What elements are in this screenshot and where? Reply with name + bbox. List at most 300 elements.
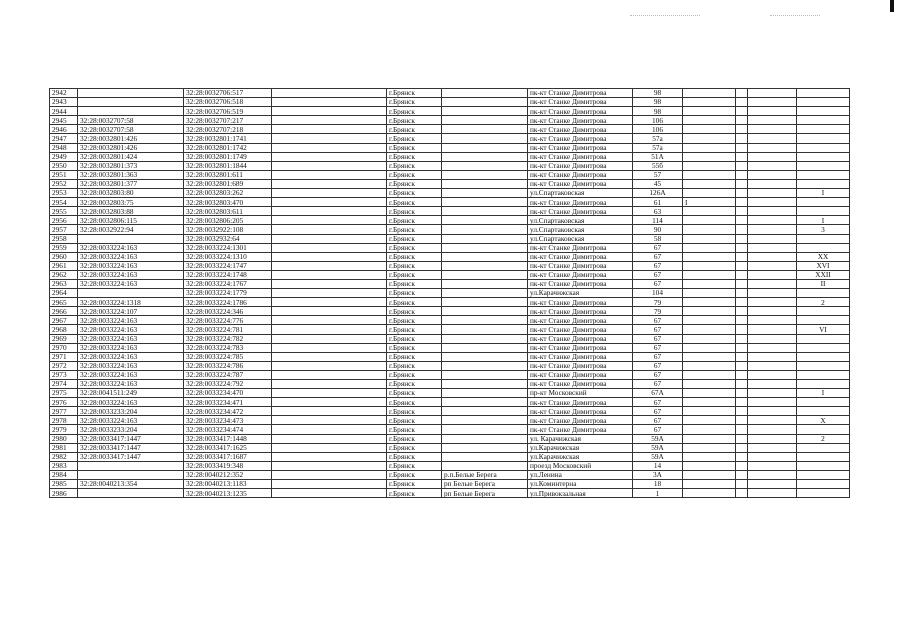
cell-room-number (797, 407, 850, 416)
cell-settlement (442, 179, 528, 188)
cell-land-cadastral-number (78, 89, 184, 98)
cell-land-cadastral-number: 32:28:0033417:1447 (78, 443, 184, 452)
table-row (50, 243, 850, 252)
cell-room-number (797, 207, 850, 216)
cell-empty-column (272, 316, 387, 325)
cell-row-number: 2976 (50, 398, 78, 407)
cell-land-cadastral-number: 32:28:0033224:163 (78, 370, 184, 379)
table-row (50, 143, 850, 152)
cell-street: пк-кт Станке Димитрова (528, 89, 633, 98)
cell-empty-column (748, 134, 797, 143)
table-row (50, 107, 850, 116)
cell-land-cadastral-number: 32:28:0033233:204 (78, 407, 184, 416)
cell-object-cadastral-number: 32:28:0032801:611 (184, 170, 272, 179)
cell-row-number: 2985 (50, 480, 78, 489)
table-row (50, 361, 850, 370)
cell-city: г.Брянск (387, 334, 442, 343)
cell-empty-column (748, 234, 797, 243)
cell-street: пк-кт Станке Димитрова (528, 134, 633, 143)
cell-land-cadastral-number: 32:28:0041511:249 (78, 389, 184, 398)
table-row (50, 398, 850, 407)
cell-street: пк-кт Станке Димитрова (528, 398, 633, 407)
cell-street: пк-кт Станке Димитрова (528, 316, 633, 325)
cell-row-number: 2972 (50, 361, 78, 370)
table-row (50, 407, 850, 416)
cell-city: г.Брянск (387, 289, 442, 298)
table-row (50, 116, 850, 125)
cell-room-number (797, 398, 850, 407)
cell-mark (736, 98, 748, 107)
cell-house-number: 63 (633, 207, 683, 216)
scan-noise-dots (770, 15, 820, 17)
table-row (50, 125, 850, 134)
cell-street: ул.Карачижская (528, 452, 633, 461)
cell-street: пк-кт Станке Димитрова (528, 307, 633, 316)
cell-street: пр-кт Московский (528, 389, 633, 398)
cell-settlement (442, 189, 528, 198)
cell-settlement (442, 307, 528, 316)
cell-row-number: 2970 (50, 343, 78, 352)
cell-row-number: 2959 (50, 243, 78, 252)
cell-street: ул.Привокзальная (528, 489, 633, 498)
cell-city: г.Брянск (387, 189, 442, 198)
cell-house-number: 67 (633, 334, 683, 343)
cell-mark (736, 298, 748, 307)
cell-land-cadastral-number (78, 289, 184, 298)
cell-row-number: 2975 (50, 389, 78, 398)
cell-row-number: 2950 (50, 161, 78, 170)
cell-city: г.Брянск (387, 116, 442, 125)
cell-city: г.Брянск (387, 352, 442, 361)
cell-mark (736, 116, 748, 125)
cell-object-cadastral-number: 32:28:0033224:783 (184, 343, 272, 352)
cell-empty-column (272, 234, 387, 243)
cell-settlement: рп Белые Берега (442, 480, 528, 489)
cell-land-cadastral-number: 32:28:0032801:424 (78, 152, 184, 161)
cell-settlement (442, 370, 528, 379)
cell-house-number: 67 (633, 380, 683, 389)
cell-room-number (797, 234, 850, 243)
cell-street: пк-кт Станке Димитрова (528, 198, 633, 207)
cell-land-cadastral-number: 32:28:0033224:1318 (78, 298, 184, 307)
cell-house-number: 45 (633, 179, 683, 188)
cell-city: г.Брянск (387, 98, 442, 107)
cell-land-cadastral-number: 32:28:0033224:163 (78, 243, 184, 252)
cell-object-cadastral-number: 32:28:0032803:262 (184, 189, 272, 198)
cell-row-number: 2984 (50, 470, 78, 479)
cell-empty-column (683, 470, 736, 479)
table-row (50, 89, 850, 98)
cell-empty-column (272, 489, 387, 498)
cell-empty-column (683, 107, 736, 116)
cell-room-number (797, 480, 850, 489)
table-row (50, 298, 850, 307)
cell-empty-column (683, 443, 736, 452)
cell-street: ул.Спартаковская (528, 216, 633, 225)
cell-city: г.Брянск (387, 434, 442, 443)
cell-object-cadastral-number: 32:28:0033224:1779 (184, 289, 272, 298)
cell-settlement (442, 343, 528, 352)
cell-land-cadastral-number (78, 489, 184, 498)
cell-mark (736, 470, 748, 479)
cell-city: г.Брянск (387, 161, 442, 170)
cell-object-cadastral-number: 32:28:0032707:218 (184, 125, 272, 134)
cell-empty-column (683, 489, 736, 498)
cell-street: пк-кт Станке Димитрова (528, 361, 633, 370)
cell-object-cadastral-number: 32:28:0032801:1742 (184, 143, 272, 152)
cell-empty-column (272, 452, 387, 461)
cell-empty-column (272, 334, 387, 343)
cell-house-number: 67А (633, 389, 683, 398)
cell-house-number: 59А (633, 443, 683, 452)
cell-house-number: 67 (633, 425, 683, 434)
cell-settlement (442, 334, 528, 343)
cell-land-cadastral-number (78, 461, 184, 470)
cell-row-number: 2955 (50, 207, 78, 216)
cell-empty-column (683, 243, 736, 252)
cell-room-number (797, 307, 850, 316)
cell-settlement (442, 325, 528, 334)
cell-empty-column (748, 270, 797, 279)
table-row (50, 152, 850, 161)
cell-settlement (442, 352, 528, 361)
cell-house-number: 126А (633, 189, 683, 198)
cell-city: г.Брянск (387, 480, 442, 489)
cell-room-number: X (797, 416, 850, 425)
cell-land-cadastral-number: 32:28:0032801:377 (78, 179, 184, 188)
cell-settlement (442, 134, 528, 143)
cell-mark (736, 316, 748, 325)
cell-mark (736, 380, 748, 389)
cell-house-number: 1 (633, 489, 683, 498)
cell-street: пк-кт Станке Димитрова (528, 334, 633, 343)
cell-empty-column (683, 270, 736, 279)
cell-land-cadastral-number: 32:28:0033224:107 (78, 307, 184, 316)
cell-settlement (442, 161, 528, 170)
cell-empty-column (272, 261, 387, 270)
cell-empty-column (272, 389, 387, 398)
cell-row-number: 2978 (50, 416, 78, 425)
cell-row-number: 2977 (50, 407, 78, 416)
cell-mark (736, 207, 748, 216)
cell-empty-column (683, 234, 736, 243)
cell-empty-column (748, 125, 797, 134)
table-row (50, 343, 850, 352)
cell-empty-column (748, 461, 797, 470)
cell-settlement (442, 170, 528, 179)
cell-city: г.Брянск (387, 380, 442, 389)
cell-empty-column (272, 116, 387, 125)
cell-empty-column (272, 425, 387, 434)
cell-room-number (797, 125, 850, 134)
cell-settlement (442, 243, 528, 252)
cell-land-cadastral-number: 32:28:0033224:163 (78, 380, 184, 389)
cell-house-number: 67 (633, 316, 683, 325)
cell-settlement (442, 98, 528, 107)
cell-land-cadastral-number: 32:28:0033224:163 (78, 416, 184, 425)
cell-room-number: I (797, 189, 850, 198)
cell-empty-column (683, 207, 736, 216)
cell-row-number: 2951 (50, 170, 78, 179)
cell-street: пк-кт Станке Димитрова (528, 243, 633, 252)
table-row (50, 443, 850, 452)
cell-mark (736, 261, 748, 270)
cell-empty-column (748, 316, 797, 325)
cell-house-number: 67 (633, 352, 683, 361)
cell-empty-column (748, 98, 797, 107)
cell-row-number: 2967 (50, 316, 78, 325)
cell-empty-column (272, 279, 387, 288)
cell-house-number: 58 (633, 234, 683, 243)
cell-house-number: 61 (633, 198, 683, 207)
cell-street: пк-кт Станке Димитрова (528, 416, 633, 425)
cell-settlement (442, 298, 528, 307)
cell-mark (736, 489, 748, 498)
cell-settlement (442, 407, 528, 416)
cell-land-cadastral-number: 32:28:0032801:426 (78, 134, 184, 143)
cell-empty-column (748, 452, 797, 461)
cell-room-number (797, 470, 850, 479)
cell-house-number: 59А (633, 434, 683, 443)
cell-mark (736, 461, 748, 470)
cell-land-cadastral-number: 32:28:0033224:163 (78, 352, 184, 361)
cell-house-number: 90 (633, 225, 683, 234)
cell-empty-column (748, 343, 797, 352)
cell-settlement (442, 216, 528, 225)
cell-mark (736, 89, 748, 98)
cell-empty-column (748, 307, 797, 316)
table-row (50, 134, 850, 143)
cell-empty-column (683, 389, 736, 398)
cell-empty-column (683, 143, 736, 152)
cell-settlement (442, 207, 528, 216)
table-row (50, 170, 850, 179)
cell-object-cadastral-number: 32:28:0032922:108 (184, 225, 272, 234)
register-table-body (50, 89, 850, 498)
cell-settlement (442, 289, 528, 298)
cell-city: г.Брянск (387, 298, 442, 307)
cell-house-number: 79 (633, 307, 683, 316)
cell-row-number: 2957 (50, 225, 78, 234)
cell-mark (736, 143, 748, 152)
cell-city: г.Брянск (387, 261, 442, 270)
cell-empty-column (272, 407, 387, 416)
cell-empty-column (683, 298, 736, 307)
cell-empty-column (683, 325, 736, 334)
cell-city: г.Брянск (387, 107, 442, 116)
cell-house-number: 57а (633, 143, 683, 152)
cell-room-number (797, 134, 850, 143)
cell-mark (736, 279, 748, 288)
cell-empty-column (748, 443, 797, 452)
cell-object-cadastral-number: 32:28:0033224:1748 (184, 270, 272, 279)
cell-mark (736, 352, 748, 361)
table-row (50, 325, 850, 334)
cell-empty-column (272, 380, 387, 389)
cell-street: пк-кт Станке Димитрова (528, 170, 633, 179)
cell-object-cadastral-number: 32:28:0033224:785 (184, 352, 272, 361)
cell-settlement (442, 252, 528, 261)
cell-empty-column (748, 434, 797, 443)
cell-room-number (797, 170, 850, 179)
table-row (50, 425, 850, 434)
cell-empty-column (748, 198, 797, 207)
cell-mark (736, 416, 748, 425)
cell-land-cadastral-number: 32:28:0033224:163 (78, 398, 184, 407)
cell-street: пк-кт Станке Димитрова (528, 98, 633, 107)
cell-row-number: 2945 (50, 116, 78, 125)
cell-street: пк-кт Станке Димитрова (528, 325, 633, 334)
cell-empty-column (683, 434, 736, 443)
cell-settlement (442, 279, 528, 288)
cell-room-number (797, 289, 850, 298)
cell-city: г.Брянск (387, 361, 442, 370)
cell-city: г.Брянск (387, 389, 442, 398)
cell-street: пк-кт Станке Димитрова (528, 298, 633, 307)
cell-city: г.Брянск (387, 143, 442, 152)
cell-object-cadastral-number: 32:28:0033224:1301 (184, 243, 272, 252)
cell-street: пк-кт Станке Димитрова (528, 179, 633, 188)
cell-row-number: 2973 (50, 370, 78, 379)
cell-empty-column (272, 161, 387, 170)
cell-row-number: 2947 (50, 134, 78, 143)
cell-house-number: 98 (633, 89, 683, 98)
cell-settlement (442, 425, 528, 434)
cell-mark (736, 252, 748, 261)
cell-empty-column (748, 279, 797, 288)
cell-empty-column (748, 261, 797, 270)
cell-empty-column (748, 361, 797, 370)
cell-object-cadastral-number: 32:28:0033234:474 (184, 425, 272, 434)
cell-empty-column (748, 179, 797, 188)
cell-street: пк-кт Станке Димитрова (528, 116, 633, 125)
cell-city: г.Брянск (387, 125, 442, 134)
cell-land-cadastral-number (78, 234, 184, 243)
cell-empty-column (272, 470, 387, 479)
cell-empty-column (272, 270, 387, 279)
cell-row-number: 2980 (50, 434, 78, 443)
cell-empty-column (272, 298, 387, 307)
cell-empty-column (683, 316, 736, 325)
cell-street: пк-кт Станке Димитрова (528, 107, 633, 116)
cell-land-cadastral-number: 32:28:0033224:163 (78, 261, 184, 270)
cell-empty-column (272, 352, 387, 361)
cell-room-number (797, 334, 850, 343)
cell-room-number (797, 461, 850, 470)
cell-object-cadastral-number: 32:28:0033224:786 (184, 361, 272, 370)
cell-empty-column (272, 252, 387, 261)
cell-mark (736, 161, 748, 170)
cell-empty-column (683, 225, 736, 234)
table-row (50, 461, 850, 470)
cell-row-number: 2958 (50, 234, 78, 243)
cell-settlement: рп Белые Берега (442, 489, 528, 498)
cell-house-number: 79 (633, 298, 683, 307)
table-row (50, 161, 850, 170)
cell-object-cadastral-number: 32:28:0033224:1767 (184, 279, 272, 288)
cell-empty-column (748, 407, 797, 416)
cell-house-number: 98 (633, 98, 683, 107)
cell-object-cadastral-number: 32:28:0040213:1183 (184, 480, 272, 489)
cell-empty-column (683, 289, 736, 298)
cell-land-cadastral-number: 32:28:0033224:163 (78, 343, 184, 352)
cell-mark (736, 443, 748, 452)
cell-empty-column (272, 370, 387, 379)
cell-street: ул.Спартаковская (528, 189, 633, 198)
cell-settlement (442, 270, 528, 279)
cell-room-number (797, 361, 850, 370)
cell-empty-column (748, 480, 797, 489)
cell-room-number: I (797, 216, 850, 225)
cell-city: г.Брянск (387, 234, 442, 243)
cell-room-number (797, 370, 850, 379)
cell-settlement (442, 443, 528, 452)
cell-empty-column (683, 252, 736, 261)
cell-room-number (797, 380, 850, 389)
cell-city: г.Брянск (387, 407, 442, 416)
cell-settlement (442, 452, 528, 461)
table-row (50, 207, 850, 216)
cell-row-number: 2971 (50, 352, 78, 361)
cell-settlement (442, 434, 528, 443)
cell-settlement (442, 116, 528, 125)
cell-object-cadastral-number: 32:28:0032707:217 (184, 116, 272, 125)
cell-settlement (442, 416, 528, 425)
cell-land-cadastral-number: 32:28:0032801:373 (78, 161, 184, 170)
cell-empty-column (683, 179, 736, 188)
cell-empty-column (272, 398, 387, 407)
cell-empty-column (748, 380, 797, 389)
cell-empty-column (683, 380, 736, 389)
cell-empty-column (272, 125, 387, 134)
cell-empty-column (683, 216, 736, 225)
cell-empty-column (748, 116, 797, 125)
cell-empty-column (748, 252, 797, 261)
cell-land-cadastral-number: 32:28:0032803:88 (78, 207, 184, 216)
cell-house-number: 67 (633, 252, 683, 261)
cell-house-number: 67 (633, 343, 683, 352)
cell-land-cadastral-number: 32:28:0032803:75 (78, 198, 184, 207)
cell-empty-column (683, 343, 736, 352)
cell-mark (736, 434, 748, 443)
cell-empty-column: I (683, 198, 736, 207)
cell-empty-column (272, 416, 387, 425)
cell-object-cadastral-number: 32:28:0033224:346 (184, 307, 272, 316)
cell-land-cadastral-number: 32:28:0032707:58 (78, 116, 184, 125)
cell-row-number: 2963 (50, 279, 78, 288)
cell-row-number: 2952 (50, 179, 78, 188)
cell-empty-column (272, 361, 387, 370)
cell-land-cadastral-number: 32:28:0033417:1447 (78, 452, 184, 461)
cell-mark (736, 134, 748, 143)
cell-city: г.Брянск (387, 134, 442, 143)
cell-room-number (797, 198, 850, 207)
cell-street: пк-кт Станке Димитрова (528, 270, 633, 279)
cell-empty-column (272, 107, 387, 116)
cell-row-number: 2969 (50, 334, 78, 343)
cell-empty-column (272, 325, 387, 334)
cell-empty-column (748, 243, 797, 252)
cell-object-cadastral-number: 32:28:0032801:689 (184, 179, 272, 188)
table-row (50, 316, 850, 325)
cell-house-number: 18 (633, 480, 683, 489)
table-row (50, 480, 850, 489)
cell-city: г.Брянск (387, 179, 442, 188)
cell-empty-column (272, 143, 387, 152)
cell-empty-column (748, 225, 797, 234)
cell-street: пк-кт Станке Димитрова (528, 207, 633, 216)
table-row (50, 334, 850, 343)
